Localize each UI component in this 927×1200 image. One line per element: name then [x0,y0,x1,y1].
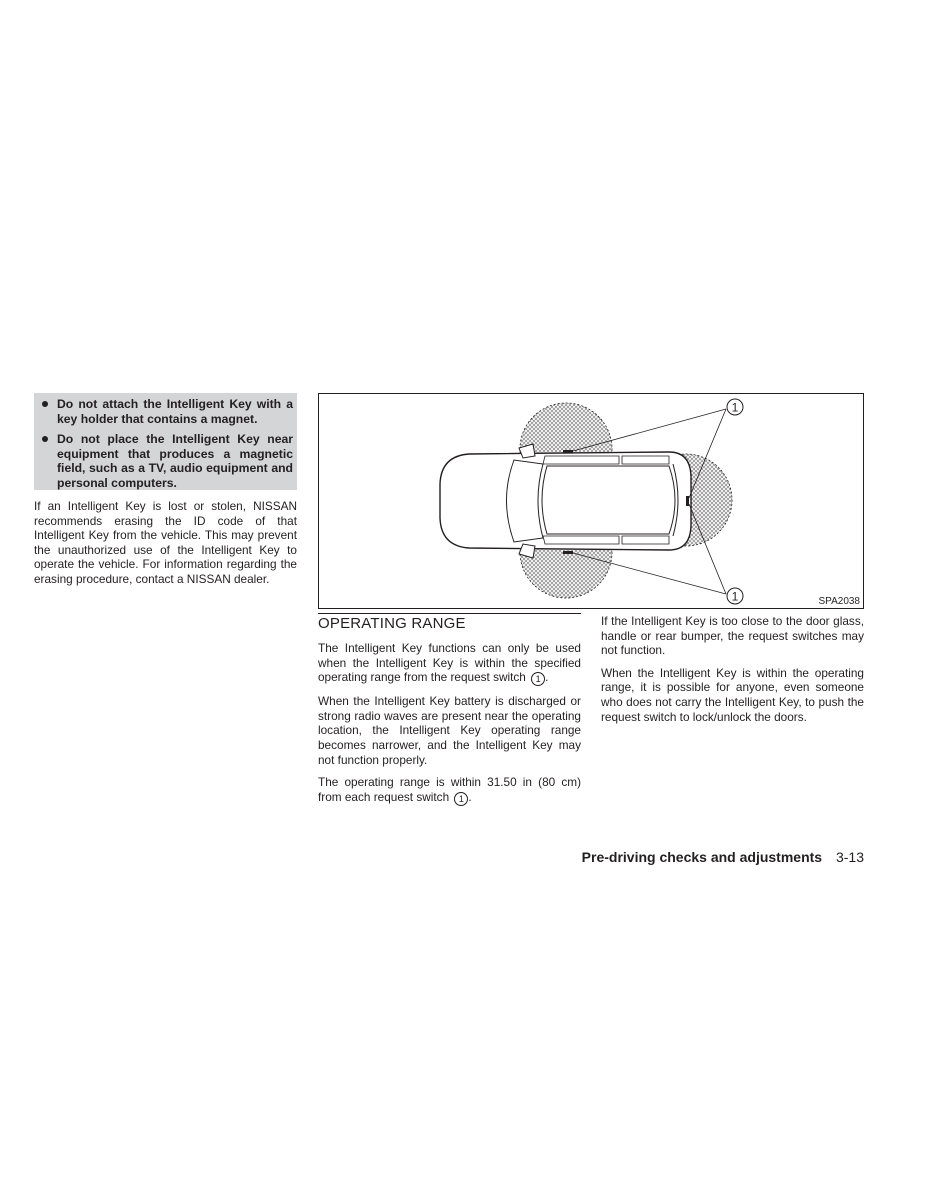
request-switch-rear [563,551,573,554]
warning-bullet [38,432,293,490]
bullet-dot [42,401,48,407]
vehicle-top-view-diagram [319,394,865,610]
ref-circle-1: 1 [531,672,545,686]
car-roof [542,466,675,534]
lost-key-paragraph: If an Intelligent Key is lost or stolen, NISSAN recommends erasing the ID code of that Intelligent Key from the vehicle. This may prevent the unauthorized use of the Intelligent Key to operate the vehicle. For information regarding the erasing procedure, contact a NISSAN dealer. [34,499,297,586]
warning-bullet-text: Do not place the Intelligent Key near equipment that produces a magnetic field, such as a TV, audio equipment and personal computers. [57,432,293,490]
middle-column [318,641,581,814]
paragraph-functions [318,641,581,686]
paragraph-anyone: When the Intelligent Key is within the operating range, it is possible for anyone, even someone who does not carry the Intelligent Key, to push the request switch to lock/unlock the doors. [601,665,864,724]
paragraph-too-close: If the Intelligent Key is too close to the door glass, handle or rear bumper, the request switches may not function. [601,614,864,658]
paragraph-range [318,775,581,806]
bullet-dot [42,436,48,442]
period: . [468,789,472,804]
paragraph-text: The Intelligent Key functions can only be used when the Intelligent Key is within the specified operating range from the request switch [318,641,581,685]
request-switch-back [686,496,689,506]
right-column [601,614,864,732]
warning-bullet [38,397,293,426]
paragraph-text: The operating range is within 31.50 in (80 cm) from each request switch [318,775,581,804]
callout-label-bottom: 1 [731,589,739,604]
section-rule [318,613,581,614]
section-heading: OPERATING RANGE [318,615,466,632]
callout-label-top: 1 [731,400,739,415]
paragraph-battery: When the Intelligent Key battery is discharged or strong radio waves are present near the operating location, the Intelligent Key operating range becomes narrower, and the Intelligent Key may not function properly. [318,694,581,767]
warning-box [34,393,297,490]
page-number: 3-13 [835,849,864,865]
operating-range-figure [318,393,864,609]
request-switch-front [563,450,573,453]
ref-circle-1: 1 [454,792,468,806]
period: . [545,670,549,685]
car-windshield [507,460,544,542]
warning-bullet-text: Do not attach the Intelligent Key with a key holder that contains a magnet. [57,397,293,426]
footer-section-title: Pre-driving checks and adjustments [581,849,823,865]
figure-code: SPA2038 [818,596,860,607]
page-footer [582,849,864,865]
